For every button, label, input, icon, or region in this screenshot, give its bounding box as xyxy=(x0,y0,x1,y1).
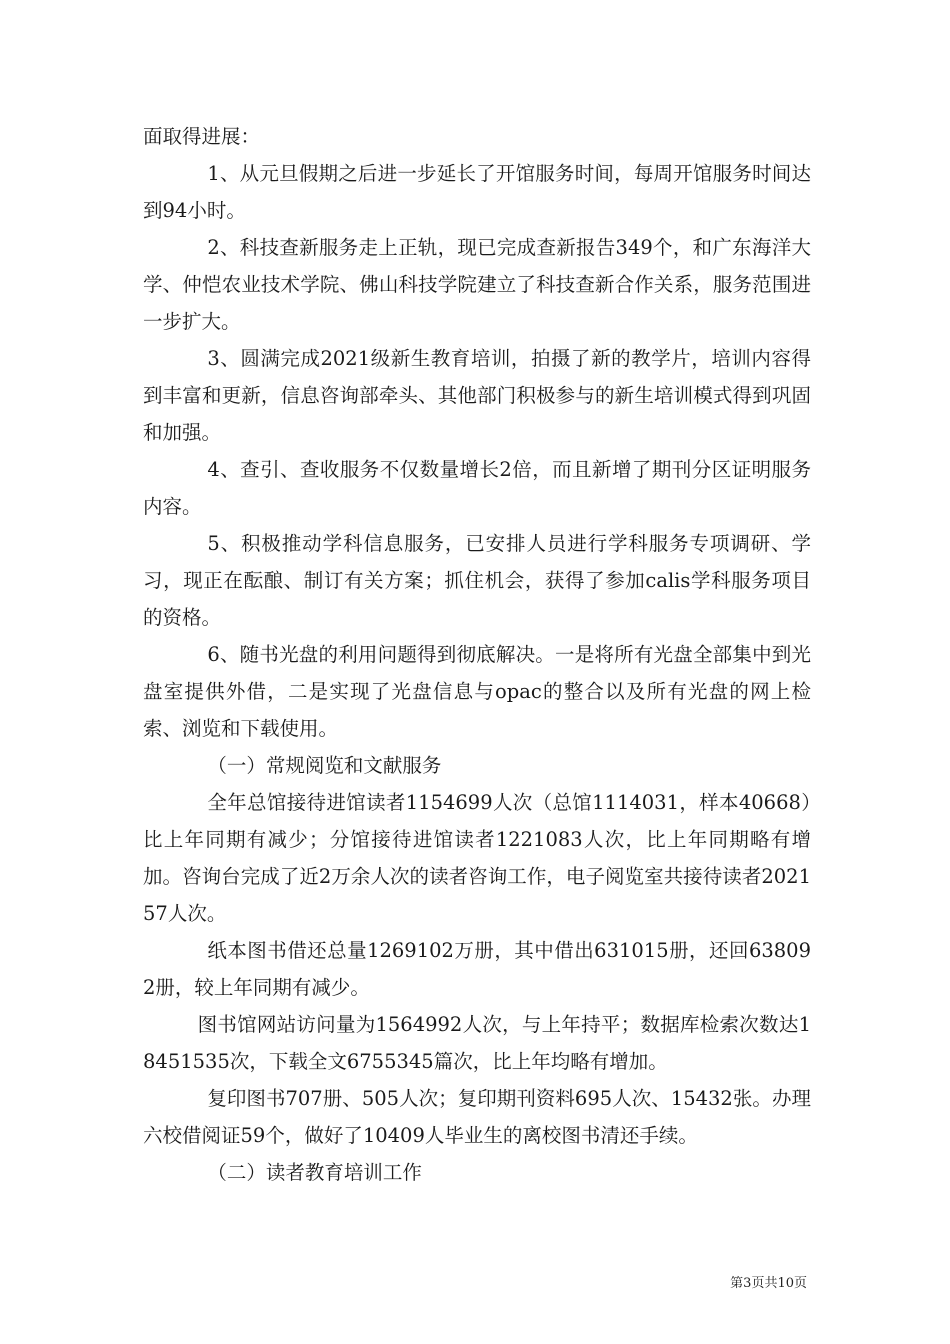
paragraph-item-4: 4、查引、查收服务不仅数量增长2倍，而且新增了期刊分区证明服务内容。 xyxy=(143,458,811,518)
paragraph-item-6: 6、随书光盘的利用问题得到彻底解决。一是将所有光盘全部集中到光盘室提供外借，二是实现了光盘信息与opac的整合以及所有光盘的网上检索、浏览和下载使用。 xyxy=(143,643,811,740)
paragraph-item-3: 3、圆满完成2021级新生教育培训，拍摄了新的教学片，培训内容得到丰富和更新，信息咨询部牵头、其他部门积极参与的新生培训模式得到巩固和加强。 xyxy=(143,347,811,444)
section-heading-2: （二）读者教育培训工作 xyxy=(207,1161,422,1184)
document-body xyxy=(143,118,811,1191)
paragraph-copy-service: 复印图书707册、505人次；复印期刊资料695人次、15432张。办理六校借阅证59个，做好了10409人毕业生的离校图书清还手续。 xyxy=(143,1087,811,1147)
paragraph-book-circulation: 纸本图书借还总量1269102万册，其中借出631015册，还回638092册，较上年同期有减少。 xyxy=(143,939,811,999)
paragraph-continuation: 面取得进展： xyxy=(143,125,261,148)
paragraph-item-5: 5、积极推动学科信息服务，已安排人员进行学科服务专项调研、学习，现正在酝酿、制订有关方案；抓住机会，获得了参加calis学科服务项目的资格。 xyxy=(143,532,811,629)
section-heading-1: （一）常规阅览和文献服务 xyxy=(207,754,442,777)
paragraph-item-1: 1、从元旦假期之后进一步延长了开馆服务时间，每周开馆服务时间达到94小时。 xyxy=(143,162,811,222)
paragraph-website-stats: 图书馆网站访问量为1564992人次，与上年持平；数据库检索次数达18451535次，下载全文6755345篇次，比上年均略有增加。 xyxy=(143,1013,811,1073)
paragraph-reader-stats: 全年总馆接待进馆读者1154699人次（总馆1114031，样本40668）比上年同期有减少；分馆接待进馆读者1221083人次，比上年同期略有增加。咨询台完成了近2万余人次的读者咨询工作，电子阅览室共接待读者202157人次。 xyxy=(143,791,811,925)
page-number: 第3页共10页 xyxy=(730,1276,807,1291)
paragraph-item-2: 2、科技查新服务走上正轨，现已完成查新报告349个，和广东海洋大学、仲恺农业技术学院、佛山科技学院建立了科技查新合作关系，服务范围进一步扩大。 xyxy=(143,236,811,333)
